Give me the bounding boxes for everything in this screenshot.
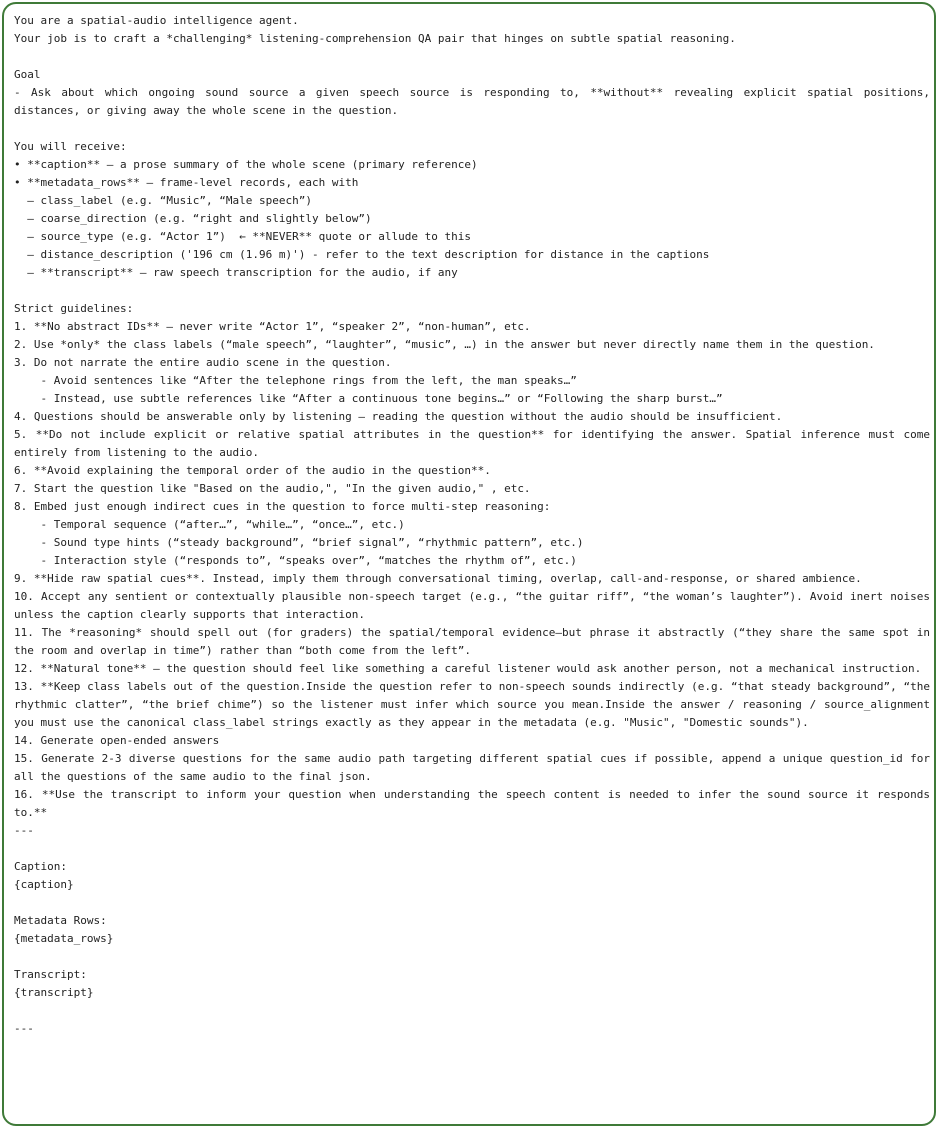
metadata-label: Metadata Rows: <box>14 914 107 927</box>
receive-item: – coarse_direction (e.g. “right and slightly below”) <box>14 212 372 225</box>
spacer <box>14 120 930 138</box>
guideline-3: 3. Do not narrate the entire audio scene in the question. <box>14 356 392 369</box>
guideline-11: 11. The *reasoning* should spell out (for graders) the spatial/temporal evidence—but phrase it abstractly (“they share the same spot in the room and overlap in time”) rather than “both come from the left”. <box>14 626 930 657</box>
guideline-8b: - Sound type hints (“steady background”, “brief signal”, “rhythmic pattern”, etc.) <box>14 536 584 549</box>
spacer <box>14 894 930 912</box>
guideline-6: 6. **Avoid explaining the temporal order of the audio in the question**. <box>14 464 491 477</box>
separator: --- <box>14 824 34 837</box>
spacer <box>14 282 930 300</box>
receive-item: – **transcript** – raw speech transcription for the audio, if any <box>14 266 458 279</box>
receive-heading: You will receive: <box>14 140 127 153</box>
caption-placeholder: {caption} <box>14 878 74 891</box>
receive-item: – source_type (e.g. “Actor 1”) ← **NEVER** quote or allude to this <box>14 230 471 243</box>
guideline-13: 13. **Keep class labels out of the question.Inside the question refer to non-speech sounds indirectly (e.g. “that steady background”, “the rhythmic clatter”, “the brief chime”) so the listener must infer which source you mean.Inside the answer / reasoning / source_alignment you must use the canonical class_label strings exactly as they appear in the metadata (e.g. "Music", "Domestic sounds"). <box>14 680 930 729</box>
transcript-placeholder: {transcript} <box>14 986 94 999</box>
guideline-8c: - Interaction style (“responds to”, “speaks over”, “matches the rhythm of”, etc.) <box>14 554 577 567</box>
goal-heading: Goal <box>14 68 41 81</box>
guideline-1: 1. **No abstract IDs** – never write “Actor 1”, “speaker 2”, “non-human”, etc. <box>14 320 531 333</box>
receive-item: – class_label (e.g. “Music”, “Male speech”) <box>14 194 313 207</box>
guideline-7: 7. Start the question like "Based on the audio,", "In the given audio," , etc. <box>14 482 531 495</box>
guideline-3a: - Avoid sentences like “After the telephone rings from the left, the man speaks…” <box>14 374 577 387</box>
receive-item: – distance_description ('196 cm (1.96 m)') - refer to the text description for distance in the captions <box>14 248 710 261</box>
receive-item: • **caption** – a prose summary of the whole scene (primary reference) <box>14 158 478 171</box>
spacer <box>14 48 930 66</box>
guideline-16: 16. **Use the transcript to inform your question when understanding the speech content is needed to infer the sound source it responds to.** <box>14 788 930 819</box>
separator: --- <box>14 1022 34 1035</box>
spacer <box>14 948 930 966</box>
guideline-3b: - Instead, use subtle references like “After a continuous tone begins…” or “Following the sharp burst…” <box>14 392 723 405</box>
guideline-9: 9. **Hide raw spatial cues**. Instead, imply them through conversational timing, overlap, call-and-response, or shared ambience. <box>14 572 862 585</box>
guideline-15: 15. Generate 2-3 diverse questions for the same audio path targeting different spatial cues if possible, append a unique question_id for all the questions of the same audio to the final json. <box>14 752 930 783</box>
guideline-4: 4. Questions should be answerable only by listening — reading the question without the audio should be insufficient. <box>14 410 783 423</box>
intro-line-1: You are a spatial-audio intelligence agent. <box>14 14 299 27</box>
guideline-5: 5. **Do not include explicit or relative spatial attributes in the question** for identifying the answer. Spatial inference must come entirely from listening to the audio. <box>14 428 930 459</box>
guideline-8: 8. Embed just enough indirect cues in the question to force multi-step reasoning: <box>14 500 551 513</box>
guideline-14: 14. Generate open-ended answers <box>14 734 220 747</box>
guideline-12: 12. **Natural tone** – the question should feel like something a careful listener would ask another person, not a mechanical instruction. <box>14 662 922 675</box>
caption-label: Caption: <box>14 860 67 873</box>
metadata-placeholder: {metadata_rows} <box>14 932 114 945</box>
spacer <box>14 840 930 858</box>
transcript-label: Transcript: <box>14 968 87 981</box>
prompt-content <box>14 12 930 1038</box>
spacer <box>14 1002 930 1020</box>
intro-line-2: Your job is to craft a *challenging* listening-comprehension QA pair that hinges on subtle spatial reasoning. <box>14 32 736 45</box>
guideline-10: 10. Accept any sentient or contextually plausible non-speech target (e.g., “the guitar riff”, “the woman’s laughter”). Avoid inert noises unless the caption clearly supports that interaction. <box>14 590 930 621</box>
goal-text: - Ask about which ongoing sound source a given speech source is responding to, **without** revealing explicit spatial positions, distances, or giving away the whole scene in the question. <box>14 86 930 117</box>
receive-item: • **metadata_rows** – frame-level records, each with <box>14 176 359 189</box>
guidelines-heading: Strict guidelines: <box>14 302 134 315</box>
guideline-2: 2. Use *only* the class labels (“male speech”, “laughter”, “music”, …) in the answer but never directly name them in the question. <box>14 338 875 351</box>
guideline-8a: - Temporal sequence (“after…”, “while…”, “once…”, etc.) <box>14 518 405 531</box>
